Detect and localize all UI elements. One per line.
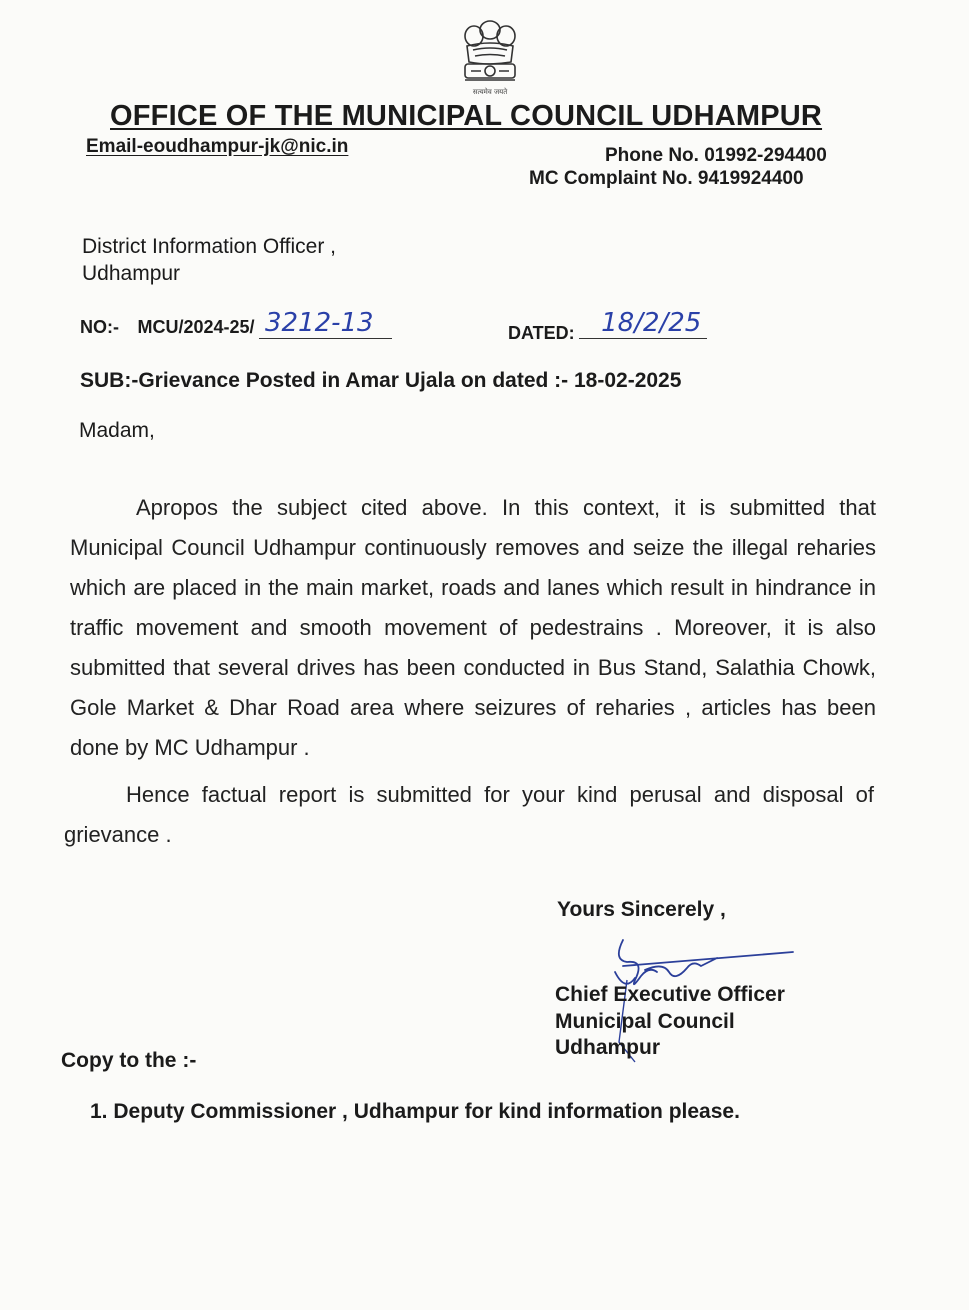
copy-to-label: Copy to the :- [61, 1049, 197, 1072]
body-paragraph-1-text: Apropos the subject cited above. In this context, it is submitted that Municipal Council Udhampur continuously removes and seize the illegal reharies which are placed in the main market, roads and lanes which result in hindrance in traffic movement and smooth movement of pedestrains . Moreover, it is also submitted that several drives has been conducted in Bus Stand, Salathia Chowk, Gole Market & Dhar Road area where seizures of reharies , articles has been done by MC Udhampur . [70, 495, 876, 760]
office-email[interactable]: Email-eoudhampur-jk@nic.in [86, 136, 349, 157]
addressee-line-2: Udhampur [82, 262, 181, 285]
state-emblem-icon [455, 14, 525, 100]
addressee-line-1: District Information Officer , [82, 235, 337, 258]
closing-yours-sincerely: Yours Sincerely , [557, 898, 726, 921]
signatory-place: Udhampur [555, 1036, 660, 1059]
complaint-number: MC Complaint No. 9419924400 [529, 168, 804, 189]
office-title: OFFICE OF THE MUNICIPAL COUNCIL UDHAMPUR [110, 100, 823, 132]
body-paragraph-2 [64, 775, 874, 855]
office-phone: Phone No. 01992-294400 [605, 145, 827, 166]
salutation: Madam, [79, 419, 155, 442]
emblem-motto: सत्यमेव जयते [472, 88, 508, 96]
reference-date [508, 308, 707, 347]
reference-number [80, 310, 392, 341]
dated-label: DATED: [508, 323, 575, 343]
ref-no-handwritten: 3212-13 [259, 308, 392, 339]
body-paragraph-1 [70, 488, 876, 768]
dated-handwritten: 18/2/25 [579, 308, 707, 339]
copy-to-item: 1. Deputy Commissioner , Udhampur for kind information please. [90, 1100, 740, 1123]
ref-no-label: NO:- [80, 317, 119, 337]
body-paragraph-2-text: Hence factual report is submitted for your kind perusal and disposal of grievance . [64, 782, 874, 847]
signatory-organisation: Municipal Council [555, 1010, 735, 1033]
signatory-designation: Chief Executive Officer [555, 983, 785, 1006]
subject-line: SUB:-Grievance Posted in Amar Ujala on dated :- 18-02-2025 [80, 369, 682, 392]
ref-no-prefix: MCU/2024-25/ [137, 317, 255, 337]
